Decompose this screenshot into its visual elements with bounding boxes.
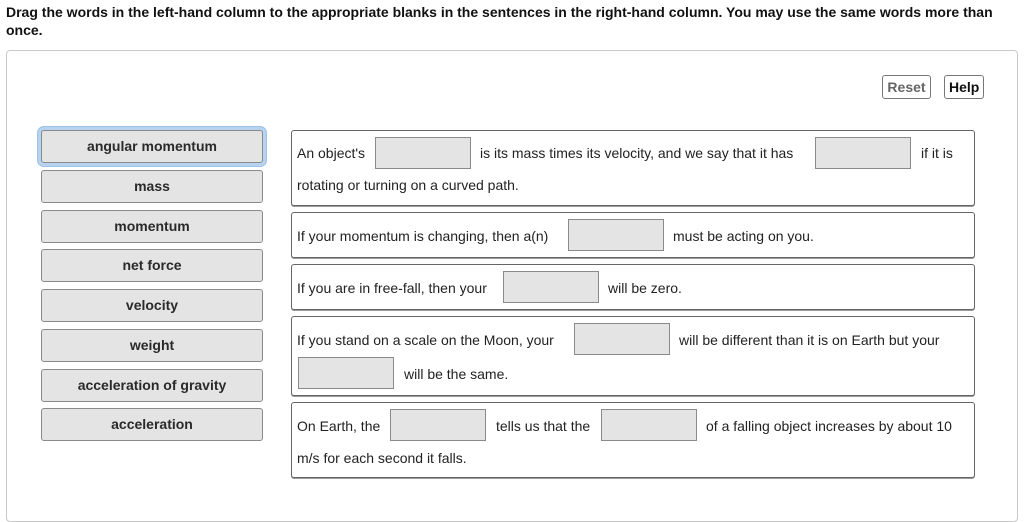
word-weight[interactable]: weight bbox=[41, 329, 263, 362]
blank-1-2[interactable] bbox=[815, 137, 911, 169]
blank-4-2[interactable] bbox=[298, 357, 394, 389]
blank-2-1[interactable] bbox=[568, 219, 664, 251]
word-acceleration-of-gravity[interactable]: acceleration of gravity bbox=[41, 369, 263, 402]
instructions-text: Drag the words in the left-hand column to the appropriate blanks in the sentences in the right-hand column. You may use the same words more than once. bbox=[6, 4, 993, 38]
sentence-5 bbox=[291, 402, 975, 478]
word-momentum[interactable]: momentum bbox=[41, 210, 263, 243]
sentence-3-text-a: If you are in free-fall, then your bbox=[297, 280, 487, 296]
blank-5-2[interactable] bbox=[601, 409, 697, 441]
sentence-1 bbox=[291, 130, 975, 206]
sentence-3-text-b: will be zero. bbox=[608, 280, 682, 296]
blank-3-1[interactable] bbox=[503, 271, 599, 303]
sentence-2 bbox=[291, 212, 975, 258]
blank-4-1[interactable] bbox=[574, 323, 670, 355]
help-button[interactable]: Help bbox=[944, 75, 984, 99]
sentence-2-text-b: must be acting on you. bbox=[673, 228, 814, 244]
sentence-4-text-c: will be the same. bbox=[404, 366, 509, 382]
sentence-4 bbox=[291, 316, 975, 396]
blank-5-1[interactable] bbox=[390, 409, 486, 441]
word-mass[interactable]: mass bbox=[41, 170, 263, 203]
reset-button[interactable]: Reset bbox=[882, 75, 931, 99]
sentence-5-text-b: tells us that the bbox=[496, 418, 591, 434]
sentence-3 bbox=[291, 264, 975, 310]
word-velocity[interactable]: velocity bbox=[41, 289, 263, 322]
sentence-1-text-b: is its mass times its velocity, and we say that it has bbox=[480, 145, 794, 161]
word-net-force[interactable]: net force bbox=[41, 249, 263, 282]
sentence-4-text-b: will be different than it is on Earth but your bbox=[679, 332, 940, 348]
sentence-2-text-a: If your momentum is changing, then a(n) bbox=[297, 228, 549, 244]
blank-1-1[interactable] bbox=[375, 137, 471, 169]
sentence-4-text-a: If you stand on a scale on the Moon, your bbox=[297, 332, 554, 348]
sentence-1-text-d: rotating or turning on a curved path. bbox=[297, 177, 519, 193]
sentence-5-text-d: m/s for each second it falls. bbox=[297, 450, 467, 466]
sentence-5-text-c: of a falling object increases by about 10 bbox=[706, 418, 952, 434]
sentence-5-text-a: On Earth, the bbox=[297, 418, 381, 434]
word-acceleration[interactable]: acceleration bbox=[41, 408, 263, 441]
word-angular-momentum[interactable]: angular momentum bbox=[41, 130, 263, 163]
sentence-1-text-c: if it is bbox=[921, 145, 953, 161]
sentence-1-text-a: An object's bbox=[297, 145, 366, 161]
